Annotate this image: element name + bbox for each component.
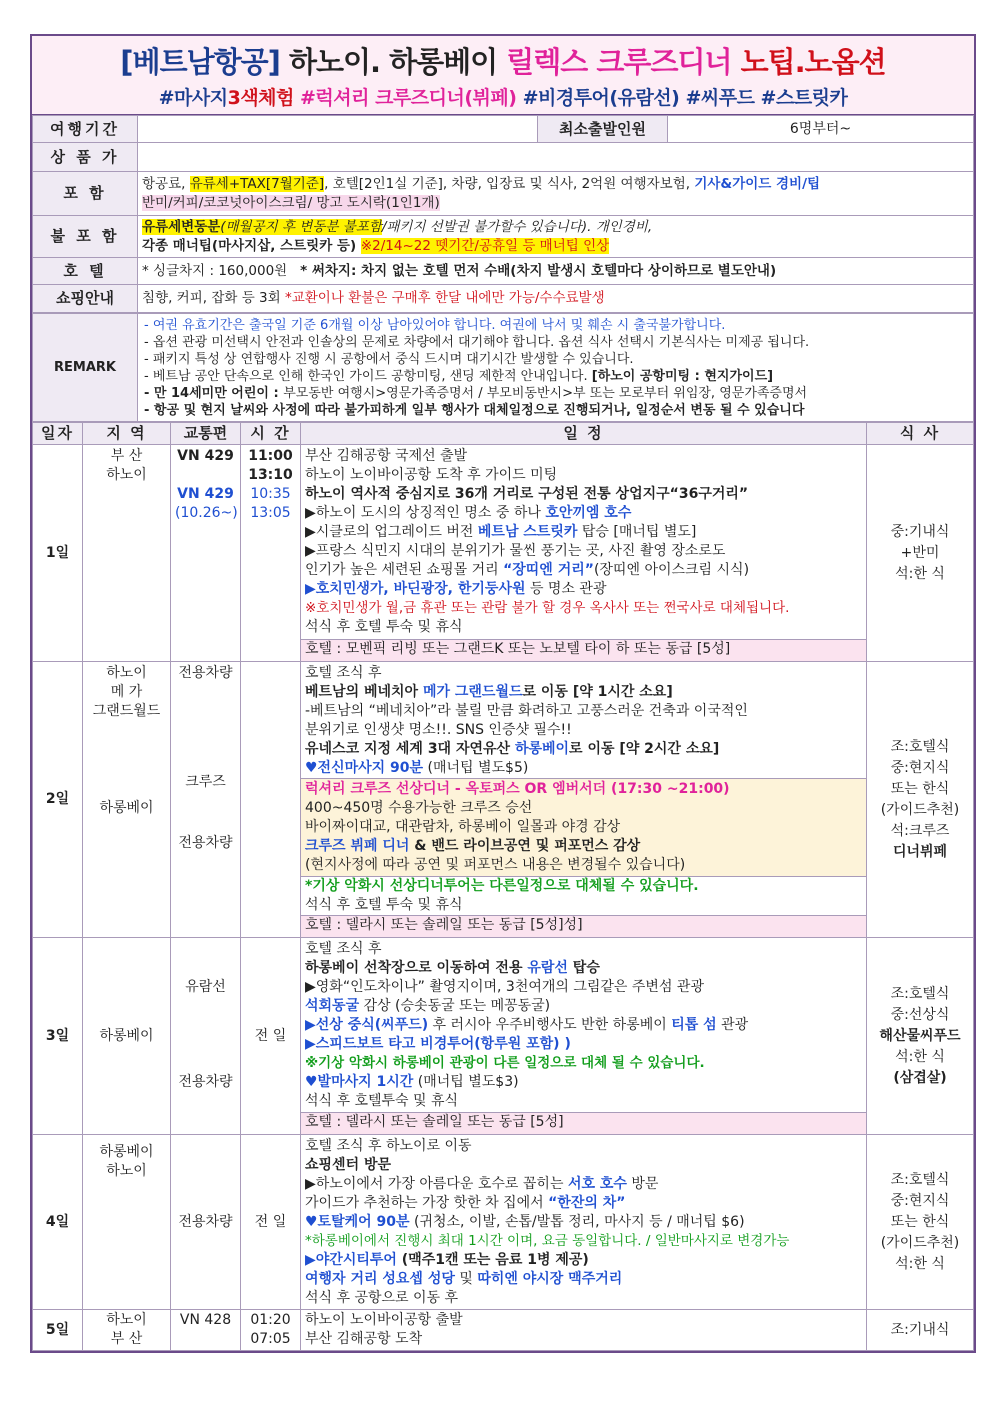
- day5-itinerary: 하노이 노이바이공항 출발 부산 김해공항 도착: [301, 1310, 867, 1351]
- day1-meal: 중:기내식 +반미 석:한 식: [867, 445, 974, 662]
- day1-region: 부 산 하노이: [83, 445, 171, 662]
- day2-label: 2일: [33, 662, 83, 938]
- day1-row: [33, 445, 974, 640]
- day2-cruise-box: 럭셔리 크루즈 선상디너 - 옥토퍼스 OR 엠버서더 (17:30 ~21:00) 400~450명 수용가능한 크루즈 승선 바이짜이대교, 대관람차, 하롱베이 일몰과 야경 감상 크루즈 뷔페 디너 & 밴드 라이브공연 및 퍼포먼스 감상 (현지사정에 따라 공연 및 퍼포먼스 내용은 변경될수 있습니다): [301, 779, 867, 877]
- itinerary-sheet: [30, 34, 976, 1353]
- day2-itinerary-end: *기상 악화시 선상디너투어는 다른일정으로 대체될 수 있습니다. 석식 후 호텔 투숙 및 휴식: [301, 877, 867, 916]
- col-itinerary: 일 정: [301, 423, 867, 445]
- info-table: [32, 115, 974, 313]
- day1-hotel: 호텔 : 모벤픽 리빙 또는 그랜드K 또는 노보텔 타이 하 또는 동급 [5성]: [301, 640, 867, 662]
- day3-itinerary: 호텔 조식 후 하롱베이 선착장으로 이동하여 전용 유람선 탑승 ▶영화“인도차이나” 촬영지이며, 3천여개의 그림같은 주변섬 관광 석회동굴 감상 (승솟동굴 또는 메꽁동굴) ▶선상 중식(씨푸드) 후 러시아 우주비행사도 반한 하롱베이 티톱 섬 관광 ▶스피드보트 타고 비경투어(항루원 포함) ) ※기상 악화시 하롱베이 관광이 다른 일정으로 대체 될 수 있습니다. ♥발마사지 1시간 (매너팁 별도$3) 석식 후 호텔투숙 및 휴식: [301, 938, 867, 1113]
- day5-label: 5일: [33, 1310, 83, 1351]
- min-people-value: 6명부터~: [668, 116, 974, 143]
- day3-transport: 유람선 전용차량: [171, 938, 241, 1135]
- day2-hotel: 호텔 : 델라시 또는 솔레일 또는 동급 [5성]성]: [301, 916, 867, 938]
- col-transport: 교통편: [171, 423, 241, 445]
- col-day: 일자: [33, 423, 83, 445]
- day2-region: 하노이 메 가 그랜드월드 하롱베이: [83, 662, 171, 938]
- day1-label: 1일: [33, 445, 83, 662]
- title-banner: [32, 36, 974, 115]
- day2-time: [241, 662, 301, 938]
- day4-label: 4일: [33, 1135, 83, 1310]
- hashtag-line: #마사지3색체험 #럭셔리 크루즈디너(뷔페) #비경투어(유람선) #씨푸드 #스트릿카: [158, 87, 848, 109]
- schedule-table: [32, 422, 974, 1351]
- min-people-label: 최소출발인원: [538, 116, 668, 143]
- day3-region: 하롱베이: [83, 938, 171, 1135]
- day4-itinerary: 호텔 조식 후 하노이로 이동 쇼핑센터 방문 ▶하노이에서 가장 아름다운 호수로 꼽히는 서호 호수 방문 가이드가 추천하는 가장 핫한 차 집에서 “한잔의 차” ♥토탈케어 90분 (귀청소, 이발, 손톱/발톱 정리, 마사지 등 / 매너팁 $6) *하롱베이에서 진행시 최대 1시간 이며, 요금 동일합니다. / 일반마사지로 변경가능 ▶야간시티투어 (맥주1캔 또는 음료 1병 제공) 여행자 거리 성요셉 성당 및 따히엔 야시장 맥주거리 석식 후 공항으로 이동 후: [301, 1135, 867, 1310]
- exclude-value: 유류세변동분(매월공지 후 변동분 불포함/패키지 선발권 불가할수 있습니다). 개인경비, 각종 매너팁(마사지삽, 스트릿카 등) ※2/14~22 뗏기간/공휴일 등 매너팁 인상: [138, 216, 974, 258]
- day5-meal: 조:기내식: [867, 1310, 974, 1351]
- price-label: 상 품 가: [33, 143, 138, 172]
- shopping-value: 침향, 커피, 잡화 등 3회 *교환이나 환불은 구매후 한달 내에만 가능/수수료발생: [138, 285, 974, 313]
- day4-meal: 조:호텔식 중:현지식 또는 한식 (가이드추천) 석:한 식: [867, 1135, 974, 1310]
- page-title: [베트남항공] 하노이. 하롱베이 릴렉스 크루즈디너 노팁.노옵션: [120, 45, 886, 79]
- col-meal: 식 사: [867, 423, 974, 445]
- remark-content: - 여권 유효기간은 출국일 기준 6개월 이상 남아있어야 합니다. 여권에 낙서 및 훼손 시 출국불가합니다. - 옵션 관광 미선택시 안전과 인솔상의 문제로 차량에서 대기해야 합니다. 옵션 식사 선택시 기본식사는 미제공 됩니다. - 패키지 특성 상 연합행사 진행 시 공항에서 중식 드시며 대기시간 발생할 수 있습니다. - 베트남 공안 단속으로 인해 한국인 가이드 공항미팅, 샌딩 제한적 안내입니다. [하노이 공항미팅 : 현지가이드] - 만 14세미만 어린이 : 부모동반 여행시>영문가족증명서 / 부모비동반시>부 또는 모로부터 위임장, 영문가족증명서 - 항공 및 현지 날씨와 사정에 따라 불가피하게 일부 행사가 대체일정으로 진행되거나, 일정순서 변동 될 수 있습니다: [138, 314, 974, 422]
- day1-time: 11:00 13:10 10:35 13:05: [241, 445, 301, 662]
- col-region: 지 역: [83, 423, 171, 445]
- day5-transport: VN 428: [171, 1310, 241, 1351]
- price-value: [138, 143, 974, 172]
- day4-region: 하롱베이 하노이: [83, 1135, 171, 1310]
- hotel-value: * 싱글차지 : 160,000원 * 써차지: 차지 없는 호텔 먼저 수배(차지 발생시 호텔마다 상이하므로 별도안내): [138, 258, 974, 285]
- day3-meal: 조:호텔식 중:선상식 해산물씨푸드 석:한 식 (삼겹살): [867, 938, 974, 1135]
- day3-time: 전 일: [241, 938, 301, 1135]
- shopping-label: 쇼핑안내: [33, 285, 138, 313]
- day1-itinerary: 부산 김해공항 국제선 출발 하노이 노이바이공항 도착 후 가이드 미팅 하노이 역사적 중심지로 36개 거리로 구성된 전통 상업지구“36구거리” ▶하노이 도시의 상징적인 명소 중 하나 호안끼엠 호수 ▶시클로의 업그레이드 버전 베트남 스트릿카 탑승 [매너팁 별도] ▶프랑스 식민지 시대의 분위기가 물씬 풍기는 곳, 사진 촬영 장소로도 인기가 높은 세련된 쇼핑몰 거리 “장띠엔 거리”(장띠엔 아이스크림 시식) ▶호치민생가, 바딘광장, 한기둥사원 등 명소 관광 ※호치민생가 월,금 휴관 또는 관람 불가 할 경우 옥사사 또는 쩐국사로 대체됩니다. 석식 후 호텔 투숙 및 휴식: [301, 445, 867, 640]
- day3-hotel: 호텔 : 델라시 또는 솔레일 또는 동급 [5성]: [301, 1113, 867, 1135]
- day2-itinerary: 호텔 조식 후 베트남의 베네치아 메가 그랜드월드로 이동 [약 1시간 소요] -베트남의 “베네치아”라 불릴 만큼 화려하고 고풍스러운 건축과 이국적인 분위기로 인생샷 명소!!. SNS 인증샷 필수!! 유네스코 지정 세계 3대 자연유산 하롱베이로 이동 [약 2시간 소요] ♥전신마사지 90분 (매너팁 별도$5): [301, 662, 867, 779]
- day5-region: 하노이 부 산: [83, 1310, 171, 1351]
- remark-label: REMARK: [33, 314, 138, 422]
- day4-time: 전 일: [241, 1135, 301, 1310]
- day3-label: 3일: [33, 938, 83, 1135]
- day1-transport: VN 429 VN 429 (10.26~): [171, 445, 241, 662]
- include-value: 항공료, 유류세+TAX[7월기준], 호텔[2인1실 기준], 차량, 입장료 및 식사, 2억원 여행자보험, 기사&가이드 경비/팁 반미/커피/코코넛아이스크림/ 망고 도시락(1인1개): [138, 172, 974, 216]
- exclude-label: 불 포 함: [33, 216, 138, 258]
- remark-table: [32, 313, 974, 422]
- day2-meal: 조:호텔식 중:현지식 또는 한식 (가이드추천) 석:크루즈 디너뷔페: [867, 662, 974, 938]
- period-label: 여행기간: [33, 116, 138, 143]
- col-time: 시 간: [241, 423, 301, 445]
- include-label: 포 함: [33, 172, 138, 216]
- period-value: [138, 116, 538, 143]
- day2-transport: 전용차량 크루즈 전용차량: [171, 662, 241, 938]
- day4-transport: 전용차량: [171, 1135, 241, 1310]
- hotel-label: 호 텔: [33, 258, 138, 285]
- day5-time: 01:20 07:05: [241, 1310, 301, 1351]
